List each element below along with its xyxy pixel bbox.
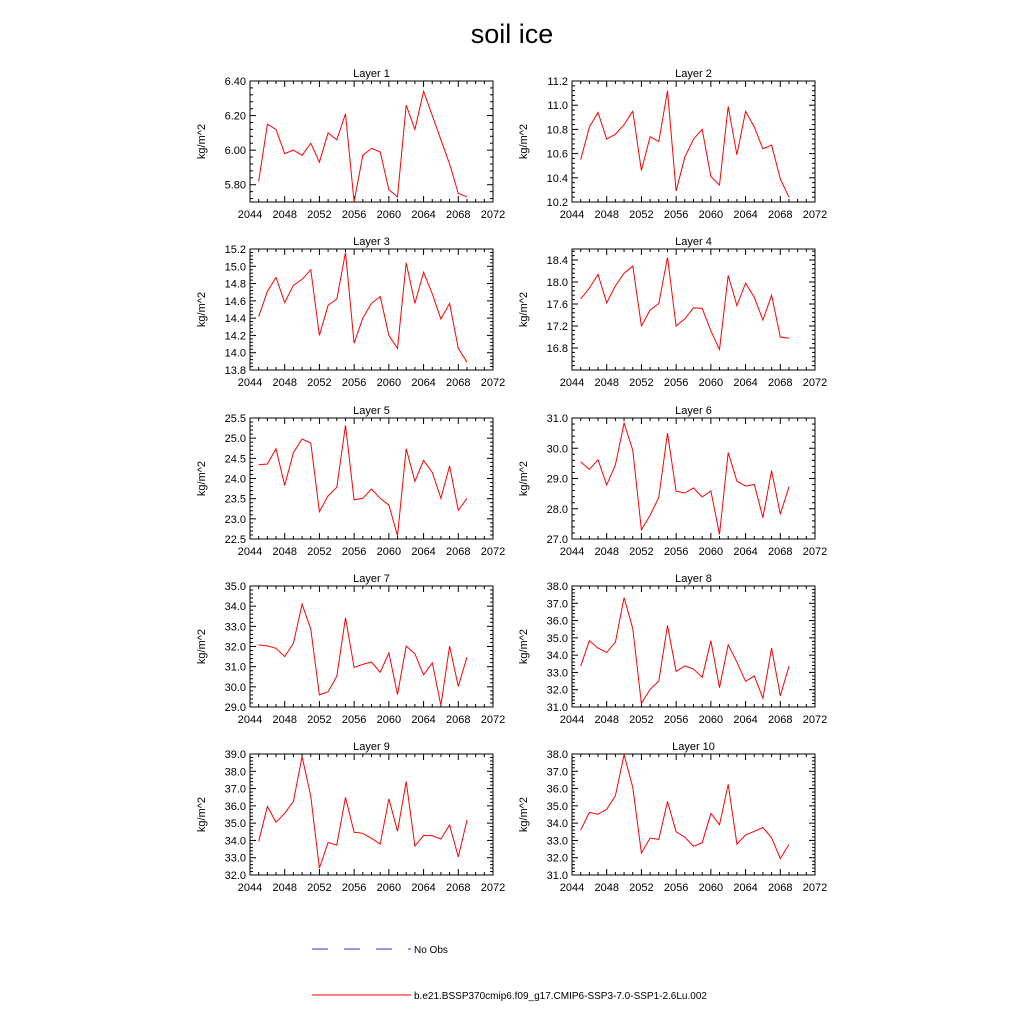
y-tick-label: 5.80 xyxy=(224,179,246,192)
y-tick-label: 34.0 xyxy=(546,650,568,663)
y-tick-label: 11.2 xyxy=(547,76,568,88)
y-tick-label: 31.0 xyxy=(546,870,568,882)
x-tick-label: 2068 xyxy=(446,209,471,221)
x-tick-label: 2044 xyxy=(559,377,585,389)
plot-frame xyxy=(250,586,493,707)
y-tick-label: 30.0 xyxy=(224,681,246,694)
panel-title: Layer 5 xyxy=(353,405,390,417)
y-tick-label: 33.0 xyxy=(224,852,246,865)
x-tick-label: 2072 xyxy=(480,882,506,894)
panel-layer-6 xyxy=(518,405,827,558)
y-tick-label: 34.0 xyxy=(224,835,246,848)
y-tick-label: 14.4 xyxy=(224,313,246,326)
x-tick-label: 2064 xyxy=(733,209,758,221)
y-tick-label: 6.20 xyxy=(224,110,246,123)
x-tick-label: 2068 xyxy=(768,714,793,726)
x-tick-label: 2056 xyxy=(341,882,367,894)
y-tick-label: 35.0 xyxy=(224,581,246,593)
plot-frame xyxy=(572,81,815,202)
x-tick-label: 2060 xyxy=(698,209,724,221)
x-tick-label: 2048 xyxy=(272,714,297,726)
x-tick-label: 2044 xyxy=(237,377,263,389)
x-tick-label: 2064 xyxy=(411,714,436,726)
y-tick-label: 35.0 xyxy=(546,632,568,645)
y-axis-label: kg/m^2 xyxy=(518,628,530,665)
x-tick-label: 2052 xyxy=(629,377,654,389)
x-tick-label: 2056 xyxy=(663,377,689,389)
y-tick-label: 31.0 xyxy=(546,702,568,714)
x-tick-label: 2052 xyxy=(307,882,332,894)
panel-title: Layer 4 xyxy=(675,236,712,248)
panel-title: Layer 10 xyxy=(672,741,715,753)
panel-title: Layer 9 xyxy=(353,741,390,753)
panel-layer-7 xyxy=(196,573,505,726)
series-line-model xyxy=(581,91,789,198)
panel-grid xyxy=(196,68,827,894)
y-tick-label: 39.0 xyxy=(224,749,246,761)
x-tick-label: 2044 xyxy=(237,209,263,221)
x-tick-label: 2072 xyxy=(480,377,506,389)
x-tick-label: 2056 xyxy=(663,546,689,558)
x-tick-label: 2072 xyxy=(480,714,506,726)
plot-frame xyxy=(250,754,493,875)
y-tick-label: 33.0 xyxy=(546,667,568,680)
series-line-model xyxy=(581,423,789,534)
x-tick-label: 2056 xyxy=(663,714,689,726)
y-tick-label: 38.0 xyxy=(224,766,246,779)
x-tick-label: 2064 xyxy=(733,546,758,558)
x-tick-label: 2044 xyxy=(559,882,585,894)
panel-layer-8 xyxy=(518,573,827,726)
panel-title: Layer 6 xyxy=(675,405,712,417)
series-line-model xyxy=(259,91,467,202)
y-tick-label: 33.0 xyxy=(224,621,246,634)
y-tick-label: 32.0 xyxy=(224,870,246,882)
y-axis-label: kg/m^2 xyxy=(196,291,208,328)
y-tick-label: 36.0 xyxy=(546,783,568,796)
x-tick-label: 2056 xyxy=(663,882,689,894)
y-tick-label: 6.00 xyxy=(224,145,246,158)
x-tick-label: 2048 xyxy=(594,377,619,389)
x-tick-label: 2048 xyxy=(594,714,619,726)
y-axis-label: kg/m^2 xyxy=(518,291,530,328)
x-tick-label: 2052 xyxy=(307,714,332,726)
y-tick-label: 28.0 xyxy=(546,503,568,516)
y-tick-label: 25.0 xyxy=(224,433,246,446)
y-tick-label: 10.2 xyxy=(546,197,568,209)
x-tick-label: 2052 xyxy=(307,209,332,221)
panel-title: Layer 7 xyxy=(353,573,390,585)
y-tick-label: 32.0 xyxy=(224,641,246,654)
y-tick-label: 36.0 xyxy=(546,615,568,628)
legend xyxy=(312,945,707,1002)
legend-model-label: b.e21.BSSP370cmip6.f09_g17.CMIP6-SSP3-7.0-SSP1-2.6Lu.002 xyxy=(414,991,707,1002)
x-tick-label: 2048 xyxy=(594,209,619,221)
x-tick-label: 2068 xyxy=(768,882,793,894)
x-tick-label: 2052 xyxy=(629,546,654,558)
panel-title: Layer 3 xyxy=(353,236,390,248)
panel-layer-2 xyxy=(518,68,827,221)
panel-title: Layer 2 xyxy=(675,68,712,80)
x-tick-label: 2044 xyxy=(237,714,263,726)
x-tick-label: 2056 xyxy=(341,209,367,221)
x-tick-label: 2056 xyxy=(341,714,367,726)
x-tick-label: 2068 xyxy=(768,377,793,389)
y-axis-label: kg/m^2 xyxy=(196,123,208,160)
x-tick-label: 2064 xyxy=(411,377,436,389)
x-tick-label: 2060 xyxy=(376,882,402,894)
x-tick-label: 2068 xyxy=(446,377,471,389)
x-tick-label: 2060 xyxy=(698,882,724,894)
y-tick-label: 29.0 xyxy=(224,702,246,714)
panel-layer-4 xyxy=(518,236,827,389)
y-axis-label: kg/m^2 xyxy=(518,123,530,160)
x-tick-label: 2056 xyxy=(663,209,689,221)
x-tick-label: 2072 xyxy=(802,714,828,726)
x-tick-label: 2068 xyxy=(446,546,471,558)
y-tick-label: 33.0 xyxy=(546,835,568,848)
x-tick-label: 2052 xyxy=(629,209,654,221)
panel-layer-9 xyxy=(196,741,505,894)
x-tick-label: 2072 xyxy=(802,546,828,558)
x-tick-label: 2072 xyxy=(802,209,828,221)
y-tick-label: 35.0 xyxy=(224,818,246,831)
x-tick-label: 2064 xyxy=(411,882,436,894)
x-tick-label: 2068 xyxy=(768,209,793,221)
x-tick-label: 2072 xyxy=(480,209,506,221)
y-tick-label: 24.0 xyxy=(224,473,246,486)
x-tick-label: 2056 xyxy=(341,377,367,389)
y-tick-label: 10.8 xyxy=(546,124,568,137)
x-tick-label: 2048 xyxy=(272,377,297,389)
x-tick-label: 2064 xyxy=(411,209,436,221)
x-tick-label: 2060 xyxy=(698,714,724,726)
y-axis-label: kg/m^2 xyxy=(196,796,208,833)
y-tick-label: 37.0 xyxy=(546,766,568,779)
y-tick-label: 35.0 xyxy=(546,800,568,813)
x-tick-label: 2052 xyxy=(629,882,654,894)
series-line-model xyxy=(259,604,467,705)
x-tick-label: 2052 xyxy=(629,714,654,726)
y-tick-label: 31.0 xyxy=(224,661,246,674)
figure-title: soil ice xyxy=(470,19,554,49)
y-axis-label: kg/m^2 xyxy=(518,460,530,497)
x-tick-label: 2068 xyxy=(446,714,471,726)
y-tick-label: 14.2 xyxy=(224,330,246,343)
y-axis-label: kg/m^2 xyxy=(196,628,208,665)
y-tick-label: 17.6 xyxy=(546,299,568,311)
y-tick-label: 23.5 xyxy=(224,493,246,506)
x-tick-label: 2048 xyxy=(272,209,297,221)
y-tick-label: 6.40 xyxy=(224,76,246,88)
x-tick-label: 2048 xyxy=(272,882,297,894)
y-tick-label: 11.0 xyxy=(547,100,568,113)
y-tick-label: 15.2 xyxy=(224,244,246,256)
y-tick-label: 30.0 xyxy=(546,443,568,456)
x-tick-label: 2060 xyxy=(376,546,402,558)
x-tick-label: 2060 xyxy=(698,546,724,558)
x-tick-label: 2072 xyxy=(802,377,828,389)
panel-layer-10 xyxy=(518,741,827,894)
x-tick-label: 2044 xyxy=(237,546,263,558)
x-tick-label: 2048 xyxy=(272,546,297,558)
legend-no-obs-label: No Obs xyxy=(414,945,448,956)
y-tick-label: 32.0 xyxy=(546,852,568,865)
panel-layer-1 xyxy=(196,68,505,221)
y-tick-label: 32.0 xyxy=(546,684,568,697)
y-tick-label: 31.0 xyxy=(546,413,568,425)
x-tick-label: 2048 xyxy=(594,546,619,558)
y-tick-label: 18.4 xyxy=(546,255,568,267)
plot-frame xyxy=(572,754,815,875)
y-tick-label: 17.2 xyxy=(546,321,568,333)
y-tick-label: 29.0 xyxy=(546,473,568,486)
y-tick-label: 34.0 xyxy=(224,601,246,614)
series-line-model xyxy=(581,598,789,704)
y-tick-label: 10.4 xyxy=(546,172,568,185)
x-tick-label: 2072 xyxy=(802,882,828,894)
panel-title: Layer 8 xyxy=(675,573,712,585)
x-tick-label: 2072 xyxy=(480,546,506,558)
x-tick-label: 2044 xyxy=(559,546,585,558)
plot-frame xyxy=(572,249,815,370)
y-tick-label: 38.0 xyxy=(546,749,568,761)
x-tick-label: 2056 xyxy=(341,546,367,558)
x-tick-label: 2064 xyxy=(411,546,436,558)
y-tick-label: 25.5 xyxy=(224,413,246,425)
y-tick-label: 14.0 xyxy=(224,347,246,360)
series-line-model xyxy=(259,425,467,536)
x-tick-label: 2060 xyxy=(698,377,724,389)
x-tick-label: 2064 xyxy=(733,714,758,726)
y-tick-label: 23.0 xyxy=(224,513,246,526)
series-line-model xyxy=(581,257,789,349)
panel-layer-5 xyxy=(196,405,505,558)
y-axis-label: kg/m^2 xyxy=(196,460,208,497)
plot-frame xyxy=(250,249,493,370)
series-line-model xyxy=(581,755,789,859)
series-line-model xyxy=(259,757,467,869)
x-tick-label: 2044 xyxy=(559,714,585,726)
y-tick-label: 22.5 xyxy=(224,534,246,546)
y-tick-label: 24.5 xyxy=(224,453,246,466)
panel-title: Layer 1 xyxy=(353,68,390,80)
x-tick-label: 2068 xyxy=(768,546,793,558)
x-tick-label: 2064 xyxy=(733,882,758,894)
y-tick-label: 14.6 xyxy=(224,295,246,308)
x-tick-label: 2064 xyxy=(733,377,758,389)
x-tick-label: 2060 xyxy=(376,377,402,389)
x-tick-label: 2060 xyxy=(376,714,402,726)
x-tick-label: 2052 xyxy=(307,377,332,389)
y-tick-label: 18.0 xyxy=(546,277,568,289)
x-tick-label: 2044 xyxy=(237,882,263,894)
plot-frame xyxy=(572,418,815,539)
x-tick-label: 2052 xyxy=(307,546,332,558)
y-tick-label: 34.0 xyxy=(546,818,568,831)
panel-layer-3 xyxy=(196,236,505,389)
y-tick-label: 13.8 xyxy=(224,365,246,377)
y-tick-label: 16.8 xyxy=(546,343,568,355)
y-tick-label: 37.0 xyxy=(224,783,246,796)
y-tick-label: 37.0 xyxy=(546,598,568,611)
x-tick-label: 2060 xyxy=(376,209,402,221)
y-tick-label: 14.8 xyxy=(224,278,246,291)
series-line-model xyxy=(259,253,467,363)
y-tick-label: 36.0 xyxy=(224,800,246,813)
plot-frame xyxy=(250,81,493,202)
y-tick-label: 27.0 xyxy=(546,534,568,546)
y-tick-label: 10.6 xyxy=(546,148,568,161)
x-tick-label: 2048 xyxy=(594,882,619,894)
y-tick-label: 15.0 xyxy=(224,261,246,274)
x-tick-label: 2068 xyxy=(446,882,471,894)
y-tick-label: 38.0 xyxy=(546,581,568,593)
y-axis-label: kg/m^2 xyxy=(518,796,530,833)
x-tick-label: 2044 xyxy=(559,209,585,221)
